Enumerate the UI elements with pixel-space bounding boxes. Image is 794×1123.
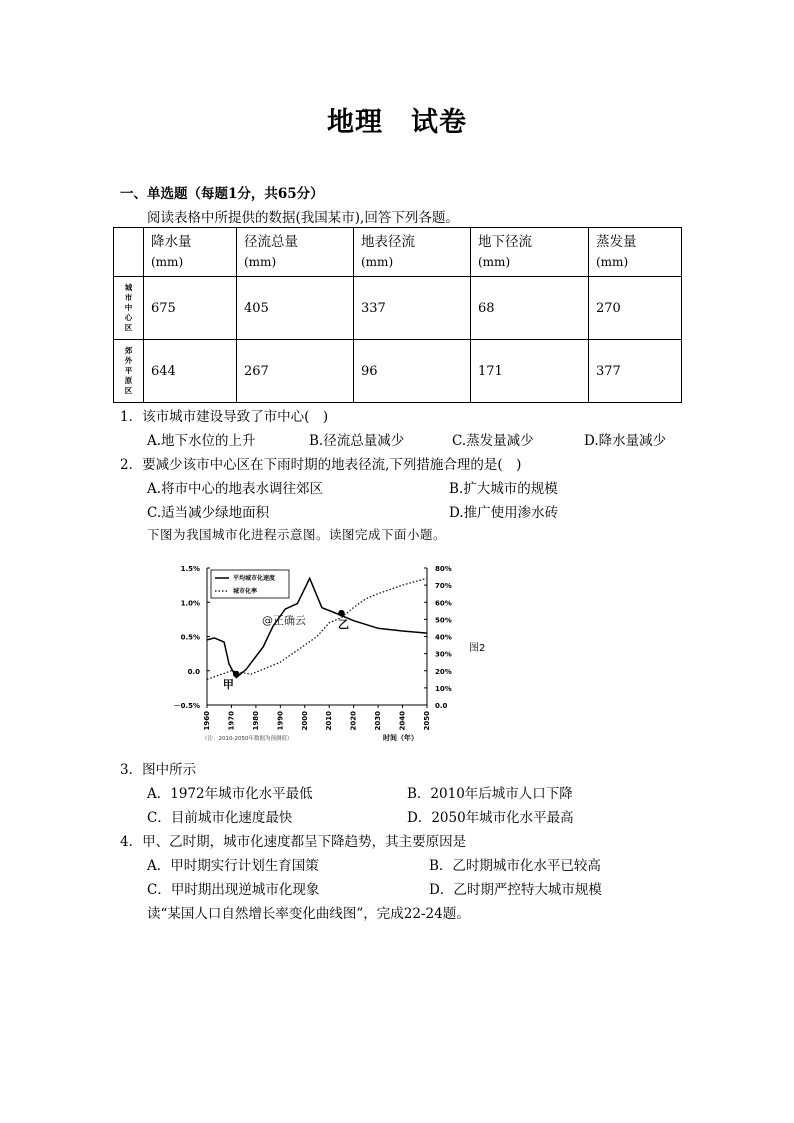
title-part-a: 地理 [327, 107, 383, 138]
chart-right-tick-label: 80% [435, 565, 452, 573]
chart-x-axis-label: 时间（年） [383, 734, 418, 742]
chart-marker-label-2: 乙 [337, 618, 349, 632]
chart-right-tick-label: 20% [435, 667, 452, 676]
q2-option-a[interactable]: A.将市中心的地表水调往郊区 [147, 481, 324, 497]
chart-footnote: （注：2010-2050年数据为预测值） [202, 736, 293, 742]
chart-right-tick-label: 50% [435, 616, 452, 625]
next-section-intro: 读“某国人口自然增长率变化曲线图”，完成22-24题。 [147, 906, 470, 922]
q2-option-d[interactable]: D.推广使用渗水砖 [449, 505, 559, 521]
urbanization-chart [170, 555, 500, 750]
table-header-cell: 径流总量 (mm) [237, 228, 354, 277]
q3-option-d[interactable]: D．2050年城市化水平最高 [407, 810, 574, 826]
q3-option-a[interactable]: A．1972年城市化水平最低 [147, 786, 313, 802]
q3-option-b[interactable]: B．2010年后城市人口下降 [407, 786, 573, 802]
q1-option-b[interactable]: B.径流总量减少 [309, 433, 405, 449]
q1-option-a[interactable]: A.地下水位的上升 [147, 433, 256, 449]
legend-label-speed: 平均城市化速度 [233, 575, 276, 582]
q3-option-c[interactable]: C．目前城市化速度最快 [147, 810, 293, 826]
question-2-stem: 2．要减少该市中心区在下雨时期的地表径流,下列措施合理的是( ) [120, 457, 522, 473]
chart-right-tick-label: 0.0 [435, 702, 448, 710]
chart-svg [170, 555, 500, 750]
chart-marker-label-1: 甲 [222, 678, 234, 692]
chart-x-tick-label: 1960 [203, 711, 211, 731]
question-1-stem: 1．该市城市建设导致了市中心( ) [120, 409, 329, 425]
table-cell: 68 [471, 277, 589, 340]
table-intro: 阅读表格中所提供的数据(我国某市),回答下列各题。 [147, 210, 459, 226]
figure-intro: 下图为我国城市化进程示意图。读图完成下面小题。 [147, 527, 447, 542]
table-cell: 171 [471, 340, 589, 403]
q2-option-c[interactable]: C.适当减少绿地面积 [147, 505, 270, 521]
chart-x-tick-label: 1980 [251, 711, 260, 731]
chart-x-tick-label: 2050 [423, 711, 431, 731]
chart-left-tick-label: 0.0 [187, 667, 200, 676]
section-heading: 一、单选题（每题1分，共65分） [120, 186, 324, 202]
chart-x-tick-label: 2000 [300, 711, 309, 731]
data-table [113, 227, 682, 403]
legend-label-rate: 城市化率 [233, 588, 258, 595]
title-part-b: 试卷 [411, 107, 467, 138]
chart-right-tick-label: 60% [435, 599, 452, 608]
chart-x-tick-label: 2040 [398, 711, 407, 731]
chart-right-tick-label: 70% [435, 582, 452, 591]
table-header-cell: 地表径流 (mm) [354, 228, 471, 277]
table-cell: 267 [237, 340, 354, 403]
table-cell: 675 [144, 277, 237, 340]
chart-left-tick-label: 1.5% [180, 565, 200, 573]
chart-watermark: @正确云 [262, 614, 306, 627]
question-4-stem: 4．甲、乙时期，城市化速度都呈下降趋势，其主要原因是 [120, 834, 467, 850]
chart-x-tick-label: 2020 [349, 711, 358, 731]
question-3-stem: 3．图中所示 [120, 762, 197, 778]
chart-right-tick-label: 30% [435, 650, 452, 659]
table-header-cell: 降水量 (mm) [144, 228, 237, 277]
chart-left-tick-label: 0.5% [180, 633, 200, 642]
page-title [0, 100, 794, 139]
chart-x-tick-label: 1990 [276, 711, 285, 731]
q1-option-d[interactable]: D.降水量减少 [584, 433, 667, 449]
q4-option-c[interactable]: C．甲时期出现逆城市化现象 [147, 882, 320, 898]
q4-option-b[interactable]: B．乙时期城市化水平已较高 [429, 858, 601, 874]
chart-marker-1 [233, 671, 240, 678]
q1-option-c[interactable]: C.蒸发量减少 [452, 433, 534, 449]
table-header-cell: 蒸发量 (mm) [589, 228, 682, 277]
table-cell: 644 [144, 340, 237, 403]
row-header-city-center: 城 市 中 心 区 [114, 277, 144, 340]
table-header-row [114, 228, 682, 277]
table-corner-cell [114, 228, 144, 277]
chart-x-tick-label: 1970 [227, 711, 236, 731]
row-header-suburb-plain: 郊 外 平 原 区 [114, 340, 144, 403]
chart-left-tick-label: －0.5% [173, 702, 200, 710]
table-cell: 337 [354, 277, 471, 340]
chart-figure-label: 图2 [469, 643, 486, 654]
chart-marker-2 [338, 610, 345, 617]
table-cell: 270 [589, 277, 682, 340]
table-cell: 96 [354, 340, 471, 403]
table-row [114, 340, 682, 403]
q2-option-b[interactable]: B.扩大城市的规模 [449, 481, 558, 497]
q4-option-d[interactable]: D．乙时期严控特大城市规模 [429, 882, 602, 898]
table-row [114, 277, 682, 340]
chart-x-tick-label: 2030 [374, 711, 383, 731]
chart-right-tick-label: 40% [435, 633, 452, 642]
table-cell: 405 [237, 277, 354, 340]
chart-x-tick-label: 2010 [325, 711, 334, 731]
chart-left-tick-label: 1.0% [180, 599, 200, 608]
table-header-cell: 地下径流 (mm) [471, 228, 589, 277]
chart-right-tick-label: 10% [435, 684, 452, 693]
q4-option-a[interactable]: A．甲时期实行计划生育国策 [147, 858, 319, 874]
table-cell: 377 [589, 340, 682, 403]
